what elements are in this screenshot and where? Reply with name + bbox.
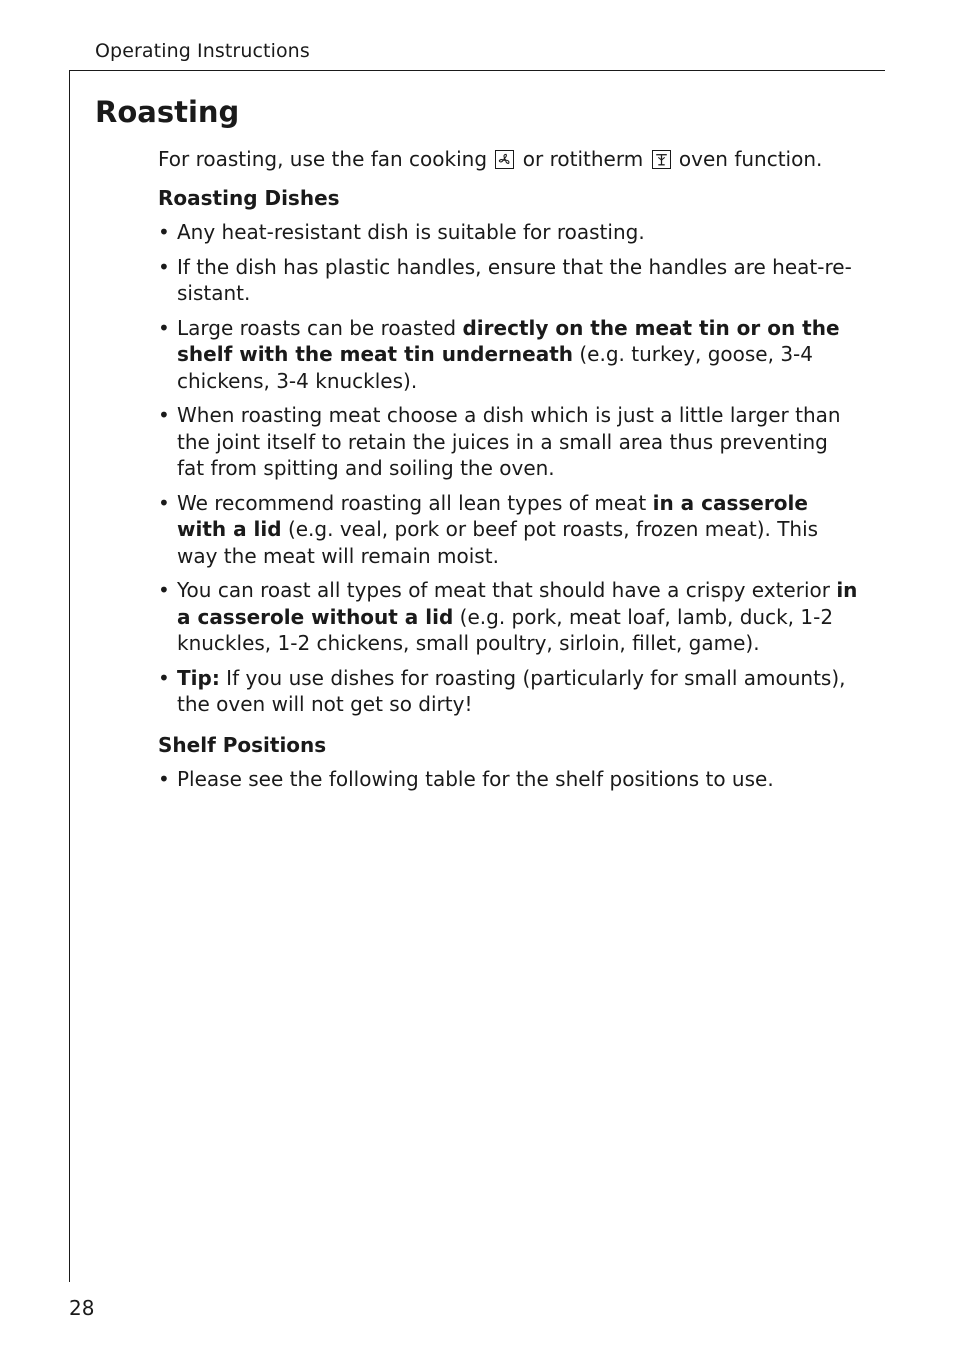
bullet-icon: • — [158, 490, 170, 515]
bullet-icon: • — [158, 578, 170, 602]
bullet-icon: • — [158, 220, 170, 244]
list-item — [158, 577, 858, 657]
list-item-text: (e.g. turkey, goose, 3-4 chickens, 3-4 knuckles). — [177, 342, 813, 393]
intro-paragraph — [158, 146, 858, 173]
section-title: Roasting — [95, 95, 240, 129]
shelf-positions-list — [158, 766, 858, 793]
list-item-text: (e.g. veal, pork or beef pot roasts, frozen meat). This way the meat will remain moist. — [177, 517, 819, 568]
page-number: 28 — [69, 1296, 95, 1320]
list-item-text: If the dish has plastic handles, ensure that the handles are heat-re-sistant. — [177, 254, 852, 305]
rotitherm-icon — [652, 150, 671, 169]
list-item — [158, 315, 858, 395]
margin-rule — [69, 70, 70, 1282]
list-item-text: Any heat-resistant dish is suitable for roasting. — [177, 220, 645, 244]
bullet-icon: • — [158, 315, 170, 340]
list-item-text: You can roast all types of meat that should have a crispy exterior — [177, 578, 837, 602]
running-header: Operating Instructions — [95, 40, 310, 62]
list-item-emphasis: directly on the meat tin or on the shelf with the meat tin underneath — [177, 315, 840, 366]
fan-cooking-icon — [495, 150, 514, 169]
intro-text-after: oven function. — [678, 147, 823, 171]
list-item-text: When roasting meat choose a dish which is just a little larger than the joint itself to retain the juices in a small area thus preventing fat from spitting and soiling the oven. — [177, 403, 841, 480]
list-item-emphasis: in a casserole without a lid — [177, 578, 858, 629]
list-item — [158, 766, 858, 793]
list-item — [158, 665, 858, 718]
bullet-icon: • — [158, 665, 170, 690]
list-item — [158, 254, 858, 307]
list-item-text: Please see the following table for the shelf positions to use. — [177, 767, 774, 791]
roasting-dishes-heading: Roasting Dishes — [158, 185, 340, 210]
list-item-text: We recommend roasting all lean types of meat — [177, 490, 653, 515]
header-rule — [69, 70, 885, 71]
intro-text-middle: or rotitherm — [522, 147, 644, 171]
list-item-text: Large roasts can be roasted — [177, 315, 463, 340]
list-item — [158, 490, 858, 570]
shelf-positions-heading: Shelf Positions — [158, 732, 327, 757]
intro-text-before: For roasting, use the fan cooking — [158, 147, 488, 171]
list-item — [158, 219, 858, 246]
list-item-text: If you use dishes for roasting (particularly for small amounts), the oven will not get so dirty! — [177, 665, 846, 716]
list-item — [158, 402, 858, 482]
tip-label: Tip: — [177, 665, 220, 690]
list-item-text: (e.g. pork, meat loaf, lamb, duck, 1-2 knuckles, 1-2 chickens, small poultry, sirloin, fillet, game). — [177, 604, 834, 655]
list-item-emphasis: in a casserole with a lid — [177, 490, 808, 541]
bullet-icon: • — [158, 403, 170, 427]
section-body — [158, 146, 858, 807]
bullet-icon: • — [158, 767, 170, 791]
bullet-icon: • — [158, 254, 170, 279]
roasting-dishes-list — [158, 219, 858, 718]
